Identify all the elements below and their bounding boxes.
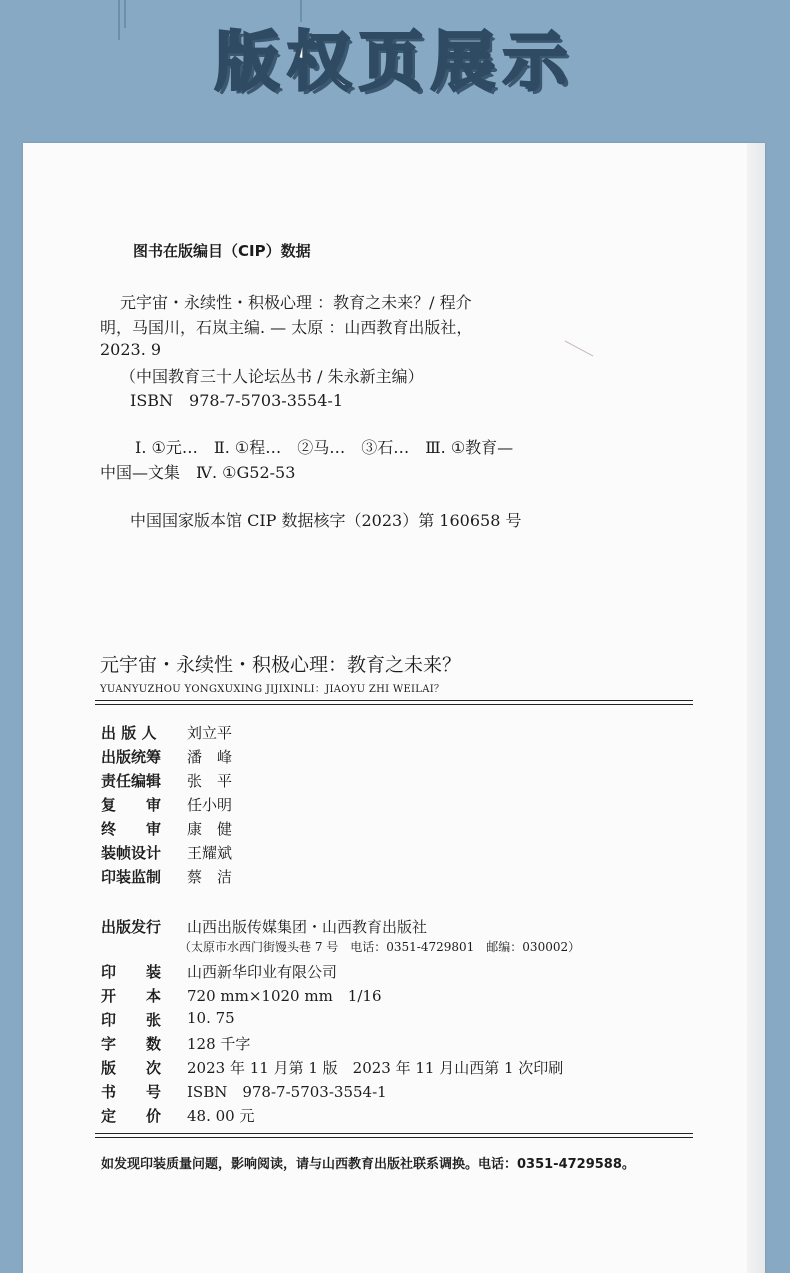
credit-label: 责任编辑: [101, 772, 162, 790]
spec-label: 书 号: [101, 1083, 162, 1101]
spec-value: 720 mm×1020 mm 1/16: [187, 987, 382, 1005]
divider: [95, 1133, 693, 1134]
spec-label: 开 本: [101, 987, 162, 1005]
credit-value: 任小明: [187, 796, 233, 814]
cip-isbn: ISBN 978-7-5703-3554-1: [130, 391, 344, 410]
book-pinyin: YUANYUZHOU YONGXUXING JIJIXINLI：JIAOYU ZHI WEILAI？: [100, 684, 445, 695]
spec-label: 版 次: [101, 1059, 162, 1077]
cip-line: （中国教育三十人论坛丛书 / 朱永新主编）: [120, 367, 424, 386]
page-edge-shadow: [747, 143, 765, 1273]
credit-value: 张 平: [187, 772, 233, 790]
publisher-label: 出版发行: [101, 918, 162, 936]
pencil-mark: [565, 341, 594, 357]
credit-label: 印装监制: [101, 868, 162, 886]
credit-label: 装帧设计: [101, 844, 162, 862]
spec-label: 印 张: [101, 1011, 162, 1029]
divider: [95, 700, 693, 701]
cip-classification: Ⅰ. ①元… Ⅱ. ①程… ②马… ③石… Ⅲ. ①教育—: [135, 438, 514, 457]
spec-value: 2023 年 11 月第 1 版 2023 年 11 月山西第 1 次印刷: [187, 1059, 564, 1077]
publisher-name: 山西出版传媒集团・山西教育出版社: [187, 918, 428, 936]
spec-value: 山西新华印业有限公司: [187, 963, 338, 981]
publisher-address: （太原市水西门街馒头巷 7 号 电话：0351-4729801 邮编：030002）: [179, 940, 581, 954]
credit-label: 终 审: [101, 820, 162, 838]
spec-value: 48. 00 元: [187, 1107, 255, 1125]
credit-value: 王耀斌: [187, 844, 233, 862]
spec-label: 字 数: [101, 1035, 162, 1053]
credit-label: 出 版 人: [101, 724, 157, 742]
cip-line: 明，马国川，石岚主编. — 太原 ：山西教育出版社，: [100, 318, 473, 337]
credit-label: 复 审: [101, 796, 162, 814]
credit-value: 刘立平: [187, 724, 233, 742]
credit-value: 蔡 洁: [187, 868, 233, 886]
quality-notice: 如发现印装质量问题，影响阅读，请与山西教育出版社联系调换。电话：0351-4729588。: [101, 1157, 635, 1172]
cip-line: 2023. 9: [100, 340, 162, 359]
spec-value: 128 千字: [187, 1035, 251, 1053]
cip-record-number: 中国国家版本馆 CIP 数据核字（2023）第 160658 号: [130, 511, 522, 530]
credit-value: 康 健: [187, 820, 233, 838]
cip-classification: 中国—文集 Ⅳ. ①G52-53: [100, 463, 296, 482]
cip-line: 元宇宙・永续性・积极心理 ：教育之未来？/ 程介: [120, 293, 472, 312]
spec-value: ISBN 978-7-5703-3554-1: [187, 1083, 387, 1101]
credit-label: 出版统筹: [101, 748, 162, 766]
spec-label: 定 价: [101, 1107, 162, 1125]
divider: [95, 1137, 693, 1138]
book-title: 元宇宙・永续性・积极心理：教育之未来？: [100, 654, 462, 676]
divider: [95, 704, 693, 705]
banner-title: 版权页展示: [215, 26, 575, 100]
spec-value: 10. 75: [187, 1009, 235, 1027]
spec-label: 印 装: [101, 963, 162, 981]
copyright-page: [23, 143, 765, 1273]
credit-value: 潘 峰: [187, 748, 233, 766]
cip-heading: 图书在版编目（CIP）数据: [133, 242, 311, 260]
